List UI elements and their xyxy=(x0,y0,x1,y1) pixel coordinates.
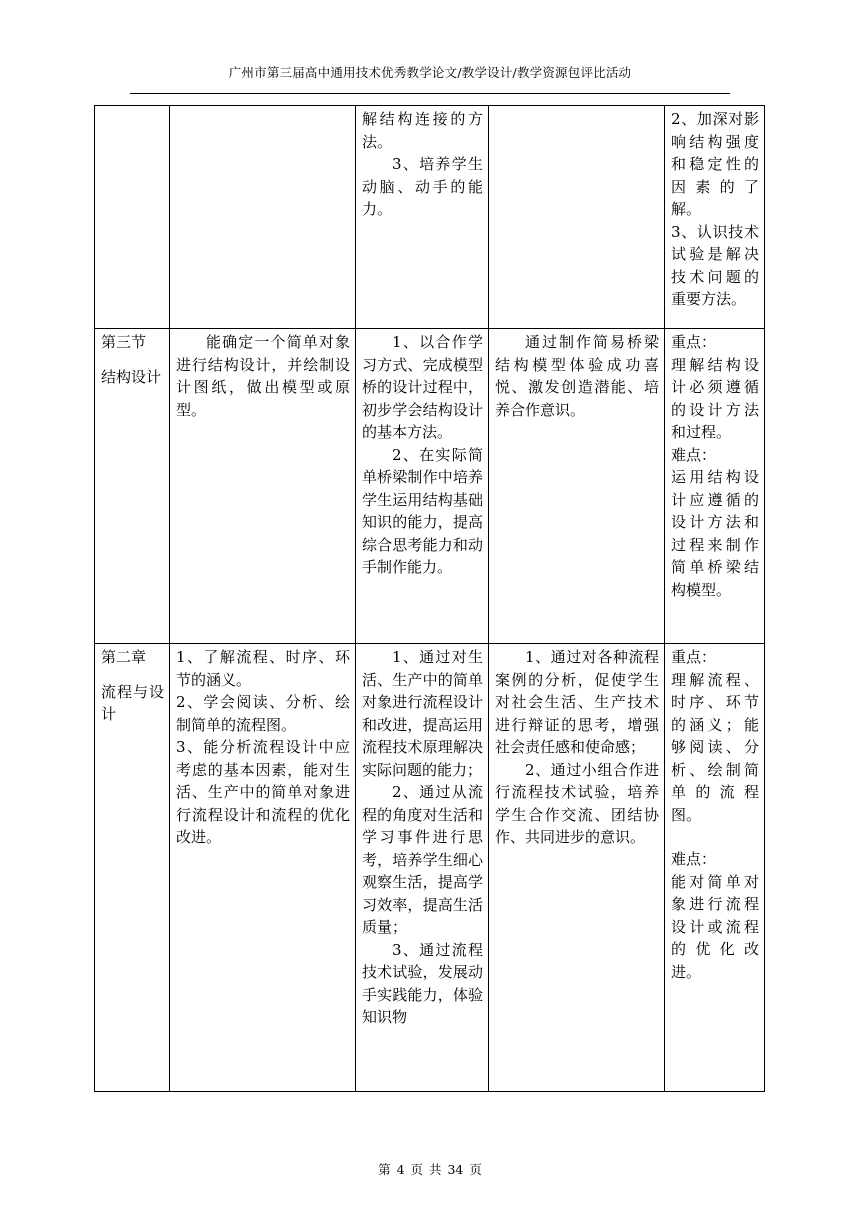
focus-text: 3、认识技术试验是解决技术问题的重要方法。 xyxy=(671,222,759,308)
focus-cell xyxy=(665,644,765,1092)
key-point-label: 重点： xyxy=(671,333,717,351)
knowledge-text: 3、能分析流程设计中应考虑的基本因素，能对生活、生产中的简单对象进行流程设计和流程的优化改进。 xyxy=(176,738,350,846)
table-row xyxy=(95,329,765,644)
key-point-text: 理解结构设计必须遵循的设计方法和过程。 xyxy=(671,355,759,441)
section-number: 第二章 xyxy=(101,648,147,666)
difficulty-label: 难点： xyxy=(671,850,717,868)
knowledge-cell xyxy=(170,106,356,329)
difficulty-text: 运用结构设计应遵循的设计方法和过程来制作简单桥梁结构模型。 xyxy=(671,468,759,599)
attitude-text: 2、通过小组合作进行流程技术试验，培养学生合作交流、团结协作、共同进步的意识。 xyxy=(495,760,659,846)
attitude-text: 1、通过对各种流程案例的分析，促使学生对社会生活、生产技术进行辩证的思考，增强社会责任感和使命感； xyxy=(495,648,659,756)
page-number: 第 4 页 共 34 页 xyxy=(378,1162,482,1177)
focus-text: 2、加深对影响结构强度和稳定性的因素的了解。 xyxy=(671,110,759,218)
section-title: 流程与设计 xyxy=(101,682,164,723)
process-text: 2、在实际简单桥梁制作中培养学生运用结构基础知识的能力，提高综合思考能力和动手制作能力。 xyxy=(362,445,483,576)
process-cell xyxy=(356,106,489,329)
table-row xyxy=(95,106,765,329)
section-number: 第三节 xyxy=(101,333,147,351)
process-cell xyxy=(356,644,489,1092)
table-row xyxy=(95,644,765,1092)
process-text: 解结构连接的方法。 xyxy=(362,110,483,151)
process-cell xyxy=(356,329,489,644)
section-title: 结构设计 xyxy=(101,367,162,386)
focus-cell xyxy=(665,106,765,329)
attitude-cell xyxy=(489,106,665,329)
knowledge-cell xyxy=(170,644,356,1092)
attitude-cell xyxy=(489,329,665,644)
section-cell xyxy=(95,329,170,644)
process-text: 3、培养学生动脑、动手的能力。 xyxy=(362,155,483,218)
difficulty-label: 难点： xyxy=(671,445,717,464)
process-text: 3、通过流程技术试验，发展动手实践能力，体验知识物 xyxy=(362,940,483,1026)
section-cell xyxy=(95,644,170,1092)
knowledge-text: 能确定一个简单对象进行结构设计，并绘制设计图纸，做出模型或原型。 xyxy=(176,333,350,419)
attitude-cell xyxy=(489,644,665,1092)
section-cell xyxy=(95,106,170,329)
knowledge-text: 1、了解流程、时序、环节的涵义。 xyxy=(176,648,350,689)
process-text: 2、通过从流程的角度对生活和学习事件进行思考，培养学生细心观察生活，提高学习效率，提高生活质量； xyxy=(362,783,483,936)
difficulty-text: 能对简单对象进行流程设计或流程的优化改进。 xyxy=(671,872,759,981)
knowledge-text: 2、学会阅读、分析、绘制简单的流程图。 xyxy=(176,693,350,734)
key-point-text: 理解流程、时序、环节的涵义；能够阅读、分析、绘制简单的流程图。 xyxy=(671,670,759,824)
process-text: 1、以合作学习方式、完成模型桥的设计过程中，初步学会结构设计的基本方法。 xyxy=(362,333,483,441)
key-point-label: 重点： xyxy=(671,648,717,666)
page-header: 广州市第三届高中通用技术优秀教学论文/教学设计/教学资源包评比活动 xyxy=(228,65,632,80)
attitude-text: 通过制作简易桥梁结构模型体验成功喜悦、激发创造潜能、培养合作意识。 xyxy=(495,333,659,419)
header-rule xyxy=(130,93,730,94)
process-text: 1、通过对生活、生产中的简单对象进行流程设计和改进，提高运用流程技术原理解决实际问题的能力； xyxy=(362,648,483,779)
teaching-objectives-table xyxy=(94,105,765,1092)
knowledge-cell xyxy=(170,329,356,644)
focus-cell xyxy=(665,329,765,644)
